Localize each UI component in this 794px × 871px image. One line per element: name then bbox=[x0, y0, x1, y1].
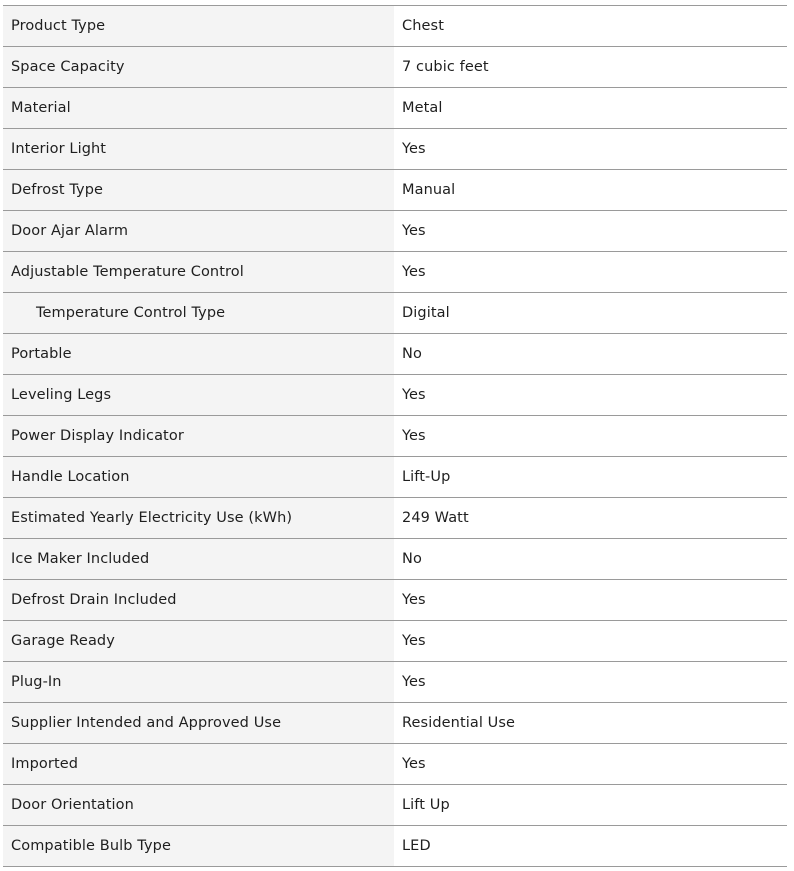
spec-value: Yes bbox=[394, 662, 787, 703]
spec-row bbox=[3, 47, 787, 88]
spec-row bbox=[3, 498, 787, 539]
spec-value: 7 cubic feet bbox=[394, 47, 787, 88]
spec-label: Plug-In bbox=[3, 662, 394, 703]
spec-value: Lift Up bbox=[394, 785, 787, 826]
spec-row bbox=[3, 170, 787, 211]
spec-value: Digital bbox=[394, 293, 787, 334]
spec-row bbox=[3, 662, 787, 703]
spec-label: Ice Maker Included bbox=[3, 539, 394, 580]
spec-row bbox=[3, 129, 787, 170]
spec-value: Yes bbox=[394, 375, 787, 416]
spec-row bbox=[3, 416, 787, 457]
spec-label: Product Type bbox=[3, 6, 394, 47]
spec-value: Manual bbox=[394, 170, 787, 211]
spec-row bbox=[3, 457, 787, 498]
spec-label: Interior Light bbox=[3, 129, 394, 170]
spec-row bbox=[3, 6, 787, 47]
spec-label: Imported bbox=[3, 744, 394, 785]
spec-label: Door Ajar Alarm bbox=[3, 211, 394, 252]
spec-value: LED bbox=[394, 826, 787, 867]
spec-label: Temperature Control Type bbox=[3, 293, 394, 334]
spec-value: Metal bbox=[394, 88, 787, 129]
specifications-body bbox=[3, 6, 787, 867]
spec-label: Defrost Type bbox=[3, 170, 394, 211]
spec-value: Chest bbox=[394, 6, 787, 47]
spec-row bbox=[3, 703, 787, 744]
spec-label: Portable bbox=[3, 334, 394, 375]
spec-label: Defrost Drain Included bbox=[3, 580, 394, 621]
spec-label: Handle Location bbox=[3, 457, 394, 498]
spec-label: Compatible Bulb Type bbox=[3, 826, 394, 867]
spec-label: Supplier Intended and Approved Use bbox=[3, 703, 394, 744]
spec-label: Garage Ready bbox=[3, 621, 394, 662]
spec-label: Leveling Legs bbox=[3, 375, 394, 416]
spec-row bbox=[3, 375, 787, 416]
spec-row bbox=[3, 785, 787, 826]
spec-row bbox=[3, 211, 787, 252]
spec-row bbox=[3, 580, 787, 621]
spec-value: Yes bbox=[394, 580, 787, 621]
spec-label: Door Orientation bbox=[3, 785, 394, 826]
spec-row bbox=[3, 293, 787, 334]
spec-row bbox=[3, 826, 787, 867]
spec-row bbox=[3, 539, 787, 580]
spec-value: Residential Use bbox=[394, 703, 787, 744]
spec-value: Yes bbox=[394, 252, 787, 293]
spec-value: Lift-Up bbox=[394, 457, 787, 498]
spec-row bbox=[3, 252, 787, 293]
spec-value: Yes bbox=[394, 416, 787, 457]
spec-label: Material bbox=[3, 88, 394, 129]
spec-row bbox=[3, 621, 787, 662]
spec-value: 249 Watt bbox=[394, 498, 787, 539]
spec-label: Space Capacity bbox=[3, 47, 394, 88]
spec-value: No bbox=[394, 539, 787, 580]
spec-label: Power Display Indicator bbox=[3, 416, 394, 457]
spec-value: No bbox=[394, 334, 787, 375]
spec-value: Yes bbox=[394, 129, 787, 170]
specifications-table bbox=[3, 5, 787, 867]
spec-row bbox=[3, 334, 787, 375]
spec-value: Yes bbox=[394, 621, 787, 662]
spec-row bbox=[3, 88, 787, 129]
spec-label: Adjustable Temperature Control bbox=[3, 252, 394, 293]
spec-value: Yes bbox=[394, 211, 787, 252]
spec-row bbox=[3, 744, 787, 785]
spec-value: Yes bbox=[394, 744, 787, 785]
spec-label: Estimated Yearly Electricity Use (kWh) bbox=[3, 498, 394, 539]
